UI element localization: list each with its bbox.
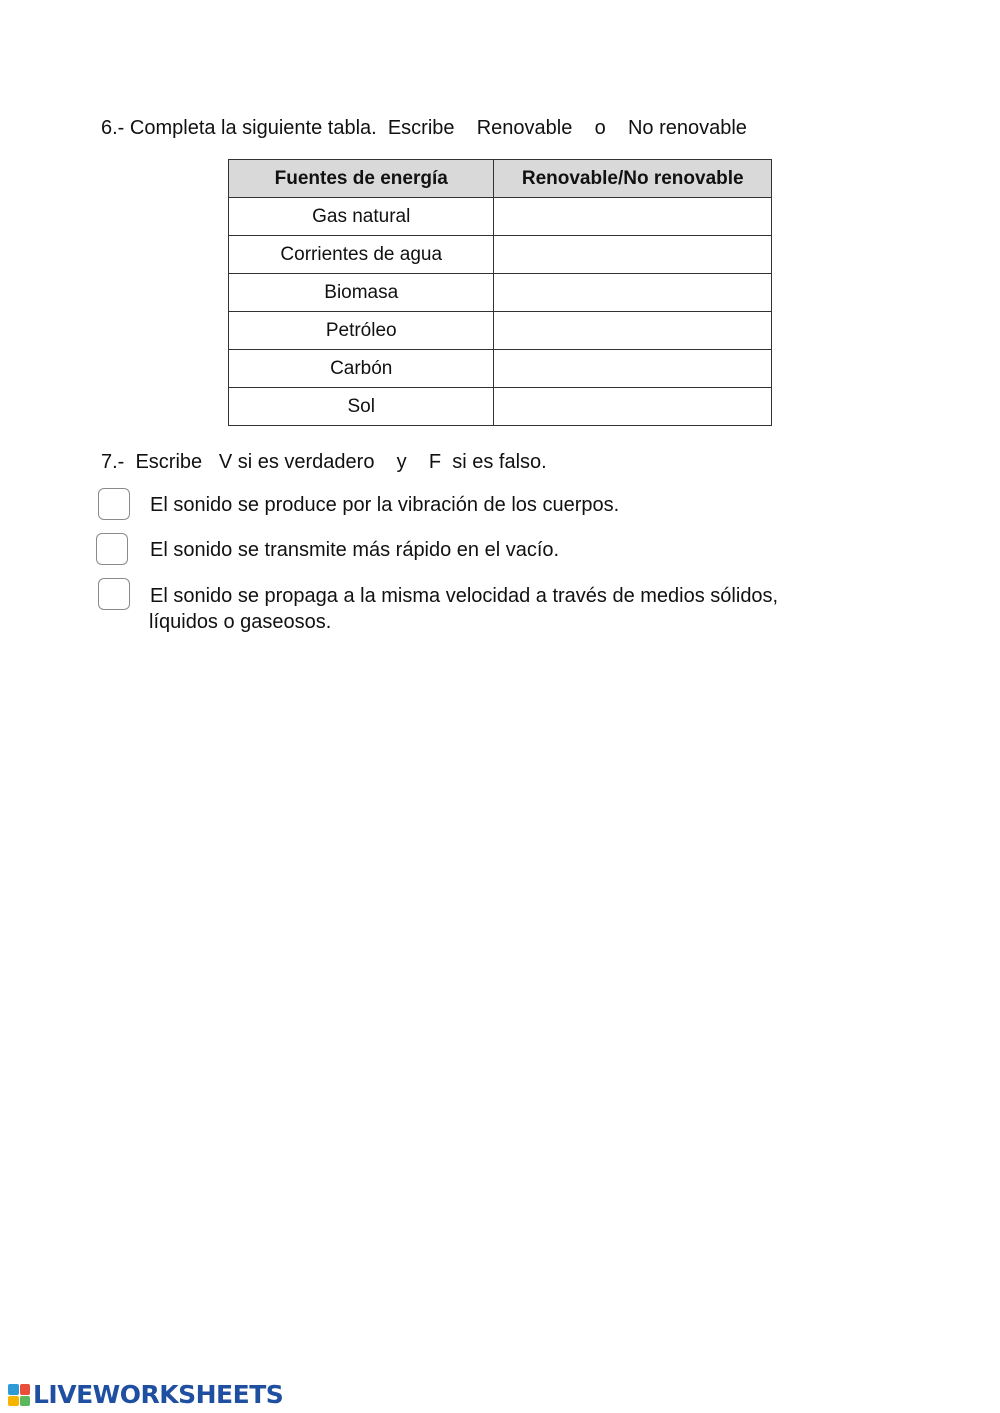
statement-3-line-2: líquidos o gaseosos. — [149, 611, 332, 633]
statement-2-line-1: El sonido se transmite más rápido en el vacío. — [150, 539, 560, 561]
statement-1-line-1: El sonido se produce por la vibración de los cuerpos. — [150, 494, 620, 516]
brand-name: LIVEWORKSHEETS — [33, 1380, 284, 1409]
statement-3-line-1: El sonido se propaga a la misma velocidad a través de medios sólidos, — [150, 585, 779, 607]
energy-source-cell: Sol — [229, 388, 494, 426]
answer-cell[interactable] — [494, 236, 772, 274]
statement-3 — [150, 583, 870, 635]
energy-source-cell: Corrientes de agua — [229, 236, 494, 274]
table-row — [229, 350, 772, 388]
table-row — [229, 388, 772, 426]
energy-source-cell: Petróleo — [229, 312, 494, 350]
answer-cell[interactable] — [494, 198, 772, 236]
answer-cell[interactable] — [494, 388, 772, 426]
energy-source-cell: Biomasa — [229, 274, 494, 312]
true-false-answer-box-3[interactable] — [98, 578, 130, 610]
statement-1 — [150, 492, 870, 518]
table-row — [229, 236, 772, 274]
liveworksheets-logo-icon — [8, 1384, 30, 1406]
table-row — [229, 274, 772, 312]
answer-cell[interactable] — [494, 350, 772, 388]
true-false-answer-box-1[interactable] — [98, 488, 130, 520]
true-false-answer-box-2[interactable] — [96, 533, 128, 565]
answer-cell[interactable] — [494, 274, 772, 312]
table-row — [229, 198, 772, 236]
table-row — [229, 312, 772, 350]
question-7-prompt: 7.- Escribe V si es verdadero y F si es falso. — [101, 451, 547, 473]
energy-sources-table — [228, 159, 772, 426]
header-energy-sources: Fuentes de energía — [229, 160, 494, 198]
answer-cell[interactable] — [494, 312, 772, 350]
liveworksheets-logo — [8, 1381, 283, 1409]
header-renewable: Renovable/No renovable — [494, 160, 772, 198]
table-header-row — [229, 160, 772, 198]
energy-source-cell: Carbón — [229, 350, 494, 388]
statement-2 — [150, 537, 870, 563]
energy-source-cell: Gas natural — [229, 198, 494, 236]
question-6-prompt: 6.- Completa la siguiente tabla. Escribe Renovable o No renovable — [101, 117, 747, 139]
